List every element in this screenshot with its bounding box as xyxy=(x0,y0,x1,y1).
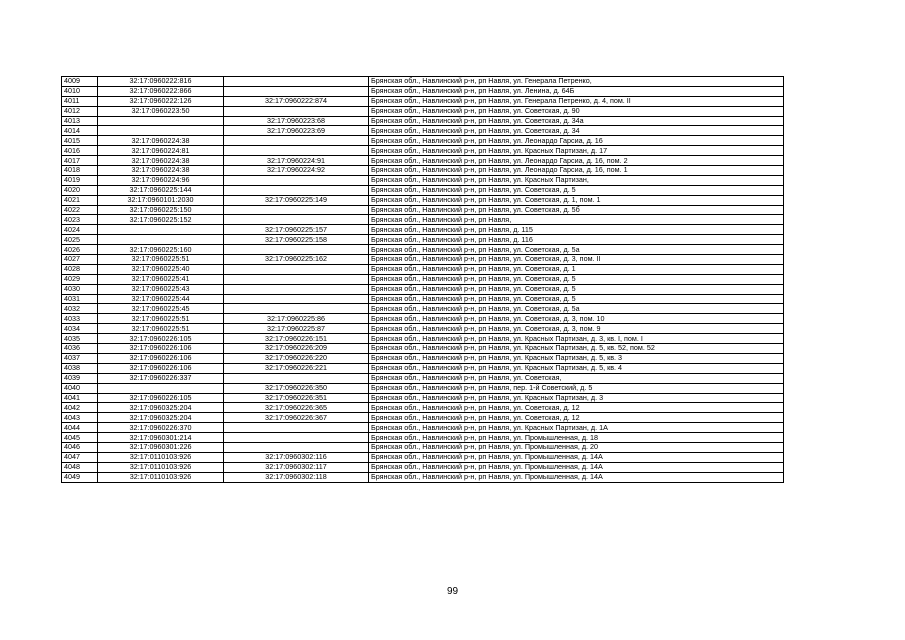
address-cell: Брянская обл., Навлинский р-н, рп Навля, ул. Генерала Петренко, xyxy=(369,77,784,87)
cadastral-number-cell: 32:17:0960224:96 xyxy=(98,175,224,185)
cadastral-number-cell: 32:17:0960225:144 xyxy=(98,185,224,195)
cadastral-number-object-cell: 32:17:0960225:87 xyxy=(224,324,369,334)
row-number-cell: 4046 xyxy=(62,442,98,452)
cadastral-number-cell: 32:17:0960226:106 xyxy=(98,363,224,373)
cadastral-number-cell: 32:17:0960325:204 xyxy=(98,413,224,423)
cadastral-number-cell: 32:17:0960225:160 xyxy=(98,245,224,255)
row-number-cell: 4024 xyxy=(62,225,98,235)
row-number-cell: 4012 xyxy=(62,106,98,116)
table-row xyxy=(62,353,784,363)
cadastral-number-cell: 32:17:0960325:204 xyxy=(98,403,224,413)
cadastral-number-object-cell xyxy=(224,77,369,87)
cadastral-number-cell: 32:17:0960222:126 xyxy=(98,96,224,106)
cadastral-number-object-cell: 32:17:0960225:86 xyxy=(224,314,369,324)
cadastral-number-object-cell: 32:17:0960223:68 xyxy=(224,116,369,126)
table-row xyxy=(62,284,784,294)
address-cell: Брянская обл., Навлинский р-н, рп Навля, ул. Советская, д. 3, пом. II xyxy=(369,255,784,265)
cadastral-number-cell: 32:17:0960226:106 xyxy=(98,344,224,354)
address-cell: Брянская обл., Навлинский р-н, рп Навля, ул. Советская, д. 5 xyxy=(369,284,784,294)
table-row xyxy=(62,77,784,87)
row-number-cell: 4009 xyxy=(62,77,98,87)
cadastral-number-object-cell: 32:17:0960225:157 xyxy=(224,225,369,235)
address-cell: Брянская обл., Навлинский р-н, рп Навля, ул. Советская, д. 5 xyxy=(369,274,784,284)
row-number-cell: 4019 xyxy=(62,175,98,185)
row-number-cell: 4032 xyxy=(62,304,98,314)
row-number-cell: 4015 xyxy=(62,136,98,146)
address-cell: Брянская обл., Навлинский р-н, рп Навля, ул. Красных Партизан, xyxy=(369,175,784,185)
cadastral-number-object-cell: 32:17:0960225:158 xyxy=(224,235,369,245)
cadastral-number-cell: 32:17:0960225:51 xyxy=(98,324,224,334)
table-row xyxy=(62,215,784,225)
address-cell: Брянская обл., Навлинский р-н, рп Навля, д. 116 xyxy=(369,235,784,245)
cadastral-number-cell: 32:17:0960225:41 xyxy=(98,274,224,284)
table-row xyxy=(62,304,784,314)
table-row xyxy=(62,185,784,195)
row-number-cell: 4026 xyxy=(62,245,98,255)
cadastral-number-cell: 32:17:0960224:38 xyxy=(98,136,224,146)
cadastral-number-object-cell xyxy=(224,86,369,96)
table-row xyxy=(62,294,784,304)
cadastral-number-cell: 32:17:0960301:214 xyxy=(98,433,224,443)
address-cell: Брянская обл., Навлинский р-н, рп Навля, ул. Советская, д. 12 xyxy=(369,413,784,423)
row-number-cell: 4043 xyxy=(62,413,98,423)
cadastral-number-cell: 32:17:0960223:50 xyxy=(98,106,224,116)
address-cell: Брянская обл., Навлинский р-н, рп Навля, ул. Красных Партизан, д. 5, кв. 3 xyxy=(369,353,784,363)
table-row xyxy=(62,86,784,96)
row-number-cell: 4031 xyxy=(62,294,98,304)
address-cell: Брянская обл., Навлинский р-н, рп Навля, ул. Советская, д. 34 xyxy=(369,126,784,136)
cadastral-number-cell: 32:17:0960224:81 xyxy=(98,146,224,156)
table-row xyxy=(62,433,784,443)
row-number-cell: 4047 xyxy=(62,452,98,462)
address-cell: Брянская обл., Навлинский р-н, рп Навля, ул. Промышленная, д. 14А xyxy=(369,462,784,472)
property-register-table xyxy=(61,76,784,483)
cadastral-number-cell: 32:17:0960226:370 xyxy=(98,423,224,433)
address-cell: Брянская обл., Навлинский р-н, рп Навля, ул. Советская, д. 1 xyxy=(369,264,784,274)
cadastral-number-object-cell: 32:17:0960226:350 xyxy=(224,383,369,393)
address-cell: Брянская обл., Навлинский р-н, рп Навля, ул. Промышленная, д. 14А xyxy=(369,472,784,482)
cadastral-number-cell: 32:17:0960101:2030 xyxy=(98,195,224,205)
cadastral-number-object-cell: 32:17:0960226:209 xyxy=(224,344,369,354)
address-cell: Брянская обл., Навлинский р-н, рп Навля, ул. Советская, д. 12 xyxy=(369,403,784,413)
table-row xyxy=(62,383,784,393)
cadastral-number-cell: 32:17:0960226:105 xyxy=(98,334,224,344)
address-cell: Брянская обл., Навлинский р-н, рп Навля, ул. Советская, д. 90 xyxy=(369,106,784,116)
row-number-cell: 4037 xyxy=(62,353,98,363)
table-row xyxy=(62,274,784,284)
table-row xyxy=(62,344,784,354)
address-cell: Брянская обл., Навлинский р-н, рп Навля, ул. Красных Партизан, д. 3 xyxy=(369,393,784,403)
cadastral-number-object-cell: 32:17:0960225:149 xyxy=(224,195,369,205)
row-number-cell: 4020 xyxy=(62,185,98,195)
row-number-cell: 4044 xyxy=(62,423,98,433)
cadastral-number-cell: 32:17:0960222:866 xyxy=(98,86,224,96)
row-number-cell: 4027 xyxy=(62,255,98,265)
address-cell: Брянская обл., Навлинский р-н, рп Навля, ул. Леонардо Гарсиа, д. 16, пом. 2 xyxy=(369,156,784,166)
cadastral-number-cell: 32:17:0960225:51 xyxy=(98,255,224,265)
table-row xyxy=(62,136,784,146)
table-row xyxy=(62,363,784,373)
cadastral-number-object-cell: 32:17:0960224:91 xyxy=(224,156,369,166)
table-row xyxy=(62,373,784,383)
cadastral-number-object-cell xyxy=(224,433,369,443)
cadastral-number-object-cell xyxy=(224,136,369,146)
cadastral-number-object-cell xyxy=(224,373,369,383)
table-row xyxy=(62,442,784,452)
table-row xyxy=(62,314,784,324)
row-number-cell: 4042 xyxy=(62,403,98,413)
cadastral-number-object-cell xyxy=(224,106,369,116)
cadastral-number-object-cell xyxy=(224,215,369,225)
table-row xyxy=(62,106,784,116)
cadastral-number-cell: 32:17:0960225:45 xyxy=(98,304,224,314)
cadastral-number-cell: 32:17:0110103:926 xyxy=(98,472,224,482)
row-number-cell: 4039 xyxy=(62,373,98,383)
cadastral-number-object-cell: 32:17:0960302:118 xyxy=(224,472,369,482)
table-row xyxy=(62,116,784,126)
address-cell: Брянская обл., Навлинский р-н, рп Навля, ул. Советская, д. 3, пом. 10 xyxy=(369,314,784,324)
table-row xyxy=(62,452,784,462)
table-row xyxy=(62,225,784,235)
table-row xyxy=(62,413,784,423)
row-number-cell: 4028 xyxy=(62,264,98,274)
cadastral-number-cell: 32:17:0960226:105 xyxy=(98,393,224,403)
cadastral-number-cell: 32:17:0960224:38 xyxy=(98,166,224,176)
cadastral-number-cell: 32:17:0960226:106 xyxy=(98,353,224,363)
address-cell: Брянская обл., Навлинский р-н, рп Навля, ул. Генерала Петренко, д. 4, пом. II xyxy=(369,96,784,106)
row-number-cell: 4023 xyxy=(62,215,98,225)
table-row xyxy=(62,255,784,265)
address-cell: Брянская обл., Навлинский р-н, рп Навля, д. 115 xyxy=(369,225,784,235)
address-cell: Брянская обл., Навлинский р-н, рп Навля, ул. Советская, д. 5 xyxy=(369,185,784,195)
row-number-cell: 4021 xyxy=(62,195,98,205)
cadastral-number-cell xyxy=(98,235,224,245)
row-number-cell: 4040 xyxy=(62,383,98,393)
cadastral-number-cell: 32:17:0960225:150 xyxy=(98,205,224,215)
cadastral-number-object-cell: 32:17:0960302:117 xyxy=(224,462,369,472)
cadastral-number-object-cell xyxy=(224,185,369,195)
table-row xyxy=(62,166,784,176)
address-cell: Брянская обл., Навлинский р-н, рп Навля, ул. Красных Партизан, д. 1А xyxy=(369,423,784,433)
table-row xyxy=(62,156,784,166)
cadastral-number-cell: 32:17:0960222:816 xyxy=(98,77,224,87)
cadastral-number-cell xyxy=(98,383,224,393)
cadastral-number-object-cell: 32:17:0960224:92 xyxy=(224,166,369,176)
address-cell: Брянская обл., Навлинский р-н, рп Навля, ул. Леонардо Гарсиа, д. 16 xyxy=(369,136,784,146)
table-body xyxy=(62,77,784,483)
cadastral-number-object-cell: 32:17:0960223:69 xyxy=(224,126,369,136)
row-number-cell: 4010 xyxy=(62,86,98,96)
table-row xyxy=(62,175,784,185)
row-number-cell: 4035 xyxy=(62,334,98,344)
cadastral-number-cell: 32:17:0960225:40 xyxy=(98,264,224,274)
cadastral-number-cell xyxy=(98,116,224,126)
row-number-cell: 4036 xyxy=(62,344,98,354)
address-cell: Брянская обл., Навлинский р-н, рп Навля, ул. Красных Партизан, д. 3, кв. I, пом. I xyxy=(369,334,784,344)
cadastral-number-object-cell xyxy=(224,304,369,314)
cadastral-number-cell: 32:17:0960225:152 xyxy=(98,215,224,225)
table-row xyxy=(62,235,784,245)
cadastral-number-object-cell xyxy=(224,274,369,284)
row-number-cell: 4016 xyxy=(62,146,98,156)
row-number-cell: 4030 xyxy=(62,284,98,294)
table-row xyxy=(62,264,784,274)
cadastral-number-cell: 32:17:0110103:926 xyxy=(98,452,224,462)
address-cell: Брянская обл., Навлинский р-н, рп Навля, ул. Советская, xyxy=(369,373,784,383)
table-row xyxy=(62,146,784,156)
cadastral-number-object-cell xyxy=(224,146,369,156)
row-number-cell: 4045 xyxy=(62,433,98,443)
address-cell: Брянская обл., Навлинский р-н, рп Навля, ул. Красных Партизан, д. 17 xyxy=(369,146,784,156)
address-cell: Брянская обл., Навлинский р-н, рп Навля, ул. Советская, д. 5б xyxy=(369,205,784,215)
cadastral-number-object-cell: 32:17:0960226:367 xyxy=(224,413,369,423)
table-row xyxy=(62,462,784,472)
table-row xyxy=(62,96,784,106)
row-number-cell: 4048 xyxy=(62,462,98,472)
address-cell: Брянская обл., Навлинский р-н, рп Навля, ул. Советская, д. 5 xyxy=(369,294,784,304)
cadastral-number-object-cell: 32:17:0960226:221 xyxy=(224,363,369,373)
row-number-cell: 4022 xyxy=(62,205,98,215)
address-cell: Брянская обл., Навлинский р-н, рп Навля, xyxy=(369,215,784,225)
row-number-cell: 4018 xyxy=(62,166,98,176)
row-number-cell: 4011 xyxy=(62,96,98,106)
address-cell: Брянская обл., Навлинский р-н, рп Навля, ул. Леонардо Гарсиа, д. 16, пом. 1 xyxy=(369,166,784,176)
address-cell: Брянская обл., Навлинский р-н, рп Навля, ул. Промышленная, д. 20 xyxy=(369,442,784,452)
cadastral-number-cell xyxy=(98,126,224,136)
address-cell: Брянская обл., Навлинский р-н, рп Навля, ул. Советская, д. 3, пом. 9 xyxy=(369,324,784,334)
cadastral-number-object-cell: 32:17:0960226:351 xyxy=(224,393,369,403)
address-cell: Брянская обл., Навлинский р-н, рп Навля, пер. 1-й Советский, д. 5 xyxy=(369,383,784,393)
page-number: 99 xyxy=(446,586,459,597)
cadastral-number-object-cell xyxy=(224,264,369,274)
address-cell: Брянская обл., Навлинский р-н, рп Навля, ул. Промышленная, д. 14А xyxy=(369,452,784,462)
row-number-cell: 4029 xyxy=(62,274,98,284)
cadastral-number-object-cell: 32:17:0960226:220 xyxy=(224,353,369,363)
cadastral-number-cell xyxy=(98,225,224,235)
cadastral-number-cell: 32:17:0960224:38 xyxy=(98,156,224,166)
row-number-cell: 4013 xyxy=(62,116,98,126)
cadastral-number-object-cell: 32:17:0960225:162 xyxy=(224,255,369,265)
address-cell: Брянская обл., Навлинский р-н, рп Навля, ул. Советская, д. 1, пом. 1 xyxy=(369,195,784,205)
table-row xyxy=(62,393,784,403)
row-number-cell: 4014 xyxy=(62,126,98,136)
cadastral-number-object-cell xyxy=(224,205,369,215)
cadastral-number-object-cell xyxy=(224,442,369,452)
address-cell: Брянская обл., Навлинский р-н, рп Навля, ул. Советская, д. 34а xyxy=(369,116,784,126)
cadastral-number-object-cell xyxy=(224,294,369,304)
table-row xyxy=(62,334,784,344)
table-row xyxy=(62,195,784,205)
table-row xyxy=(62,245,784,255)
address-cell: Брянская обл., Навлинский р-н, рп Навля, ул. Советская, д. 5а xyxy=(369,304,784,314)
address-cell: Брянская обл., Навлинский р-н, рп Навля, ул. Ленина, д. 64Б xyxy=(369,86,784,96)
table-row xyxy=(62,403,784,413)
cadastral-number-cell: 32:17:0960225:44 xyxy=(98,294,224,304)
table-row xyxy=(62,126,784,136)
cadastral-number-cell: 32:17:0110103:926 xyxy=(98,462,224,472)
table-row xyxy=(62,472,784,482)
address-cell: Брянская обл., Навлинский р-н, рп Навля, ул. Советская, д. 5а xyxy=(369,245,784,255)
cadastral-number-object-cell: 32:17:0960226:365 xyxy=(224,403,369,413)
row-number-cell: 4041 xyxy=(62,393,98,403)
cadastral-number-cell: 32:17:0960301:226 xyxy=(98,442,224,452)
cadastral-number-object-cell: 32:17:0960226:151 xyxy=(224,334,369,344)
row-number-cell: 4038 xyxy=(62,363,98,373)
cadastral-number-object-cell: 32:17:0960302:116 xyxy=(224,452,369,462)
row-number-cell: 4049 xyxy=(62,472,98,482)
cadastral-number-object-cell xyxy=(224,423,369,433)
cadastral-number-object-cell xyxy=(224,245,369,255)
row-number-cell: 4025 xyxy=(62,235,98,245)
cadastral-number-cell: 32:17:0960225:43 xyxy=(98,284,224,294)
cadastral-number-cell: 32:17:0960225:51 xyxy=(98,314,224,324)
row-number-cell: 4033 xyxy=(62,314,98,324)
address-cell: Брянская обл., Навлинский р-н, рп Навля, ул. Красных Партизан, д. 5, кв. 4 xyxy=(369,363,784,373)
cadastral-number-cell: 32:17:0960226:337 xyxy=(98,373,224,383)
cadastral-number-object-cell xyxy=(224,284,369,294)
cadastral-number-object-cell xyxy=(224,175,369,185)
table-row xyxy=(62,205,784,215)
table-row xyxy=(62,324,784,334)
cadastral-number-object-cell: 32:17:0960222:874 xyxy=(224,96,369,106)
address-cell: Брянская обл., Навлинский р-н, рп Навля, ул. Красных Партизан, д. 5, кв. 52, пом. 52 xyxy=(369,344,784,354)
row-number-cell: 4034 xyxy=(62,324,98,334)
row-number-cell: 4017 xyxy=(62,156,98,166)
table-row xyxy=(62,423,784,433)
address-cell: Брянская обл., Навлинский р-н, рп Навля, ул. Промышленная, д. 18 xyxy=(369,433,784,443)
